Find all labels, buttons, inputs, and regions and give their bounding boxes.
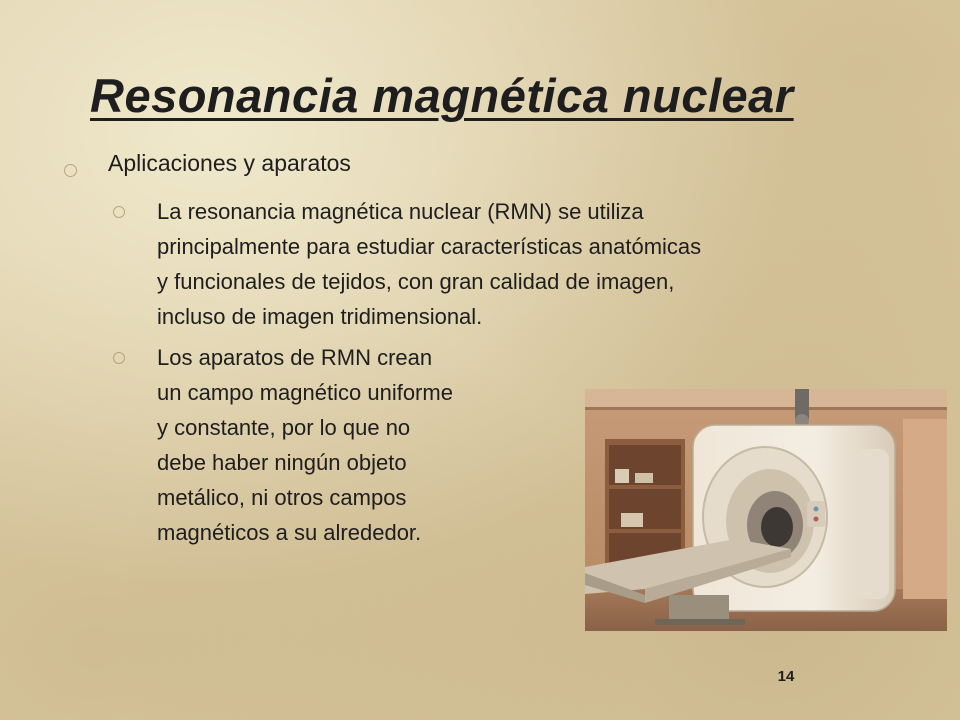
bullet-icon	[64, 164, 77, 177]
bullet-icon	[113, 352, 125, 364]
paragraph-line: metálico, ni otros campos	[157, 485, 407, 510]
paragraph-line: magnéticos a su alrededor.	[157, 520, 422, 545]
paragraph-line: debe haber ningún objeto	[157, 450, 407, 475]
page-number: 14	[777, 668, 795, 685]
paragraph-line: La resonancia magnética nuclear (RMN) se utiliza	[157, 199, 644, 224]
mri-scanner-photo	[585, 389, 947, 631]
paragraph-line: un campo magnético uniforme	[157, 380, 453, 405]
paragraph-applications	[157, 194, 877, 334]
paragraph-line: principalmente para estudiar características anatómicas	[157, 234, 702, 259]
paragraph-line: Los aparatos de RMN crean	[157, 345, 433, 370]
paragraph-line: y constante, por lo que no	[157, 415, 411, 440]
paragraph-line: y funcionales de tejidos, con gran calidad de imagen,	[157, 269, 675, 294]
bullet-icon	[113, 206, 125, 218]
section-heading: Aplicaciones y aparatos	[108, 150, 351, 176]
paragraph-line: incluso de imagen tridimensional.	[157, 304, 483, 329]
slide-title: Resonancia magnética nuclear	[90, 69, 794, 122]
paragraph-devices	[157, 340, 577, 550]
